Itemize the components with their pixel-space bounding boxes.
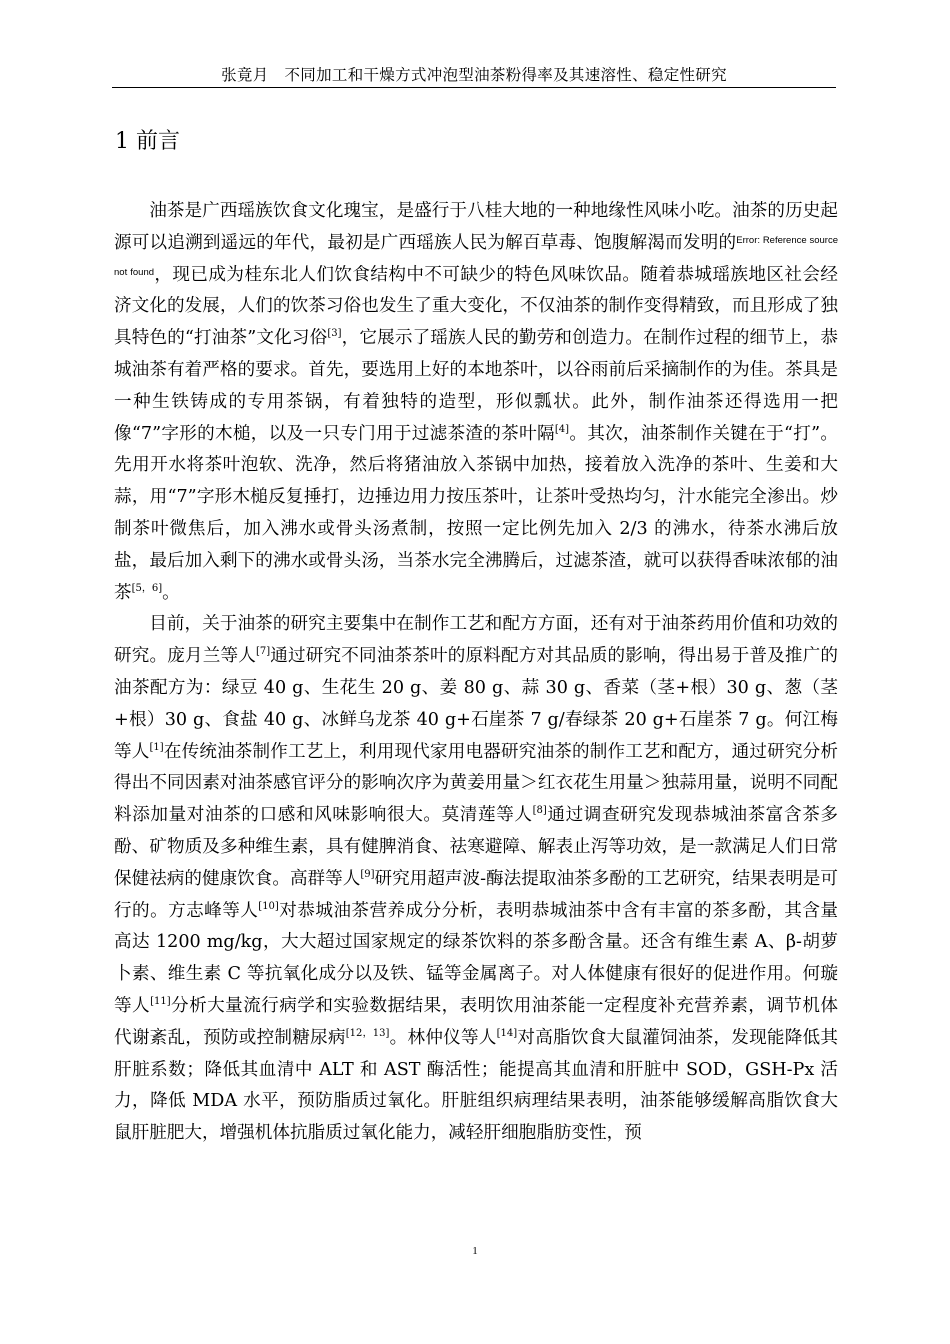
paragraph-text: 对高脂饮食大鼠灌饲油茶，发现能降低其肝脏系数；降低其血清中 ALT 和 AST 酶活性；能提高其血清和肝脏中 SOD，GSH-Px 活力，降低 MDA 水平，预防脂质过氧化。肝脏组织病理结果表明，油茶能够缓解高脂饮食大鼠肝脏肥大，增强机体抗脂质过氧化能力，减轻肝细胞脂肪变性，预	[114, 1027, 838, 1144]
header-author: 张竟月	[221, 66, 269, 84]
citation: [4]	[554, 423, 570, 435]
paragraph-text: 。其次，油茶制作关键在于“打”。先用开水将茶叶泡软、洗净，然后将猪油放入茶锅中加热，接着放入洗净的茶叶、生姜和大蒜，用“7”字形木槌反复捶打，边捶边用力按压茶叶，让茶叶受热均匀，汁水能完全渗出。炒制茶叶微焦后，加入沸水或骨头汤煮制，按照一定比例先加入 2/3 的沸水，待茶水沸后放盐，最后加入剩下的沸水或骨头汤，当茶水完全沸腾后，过滤茶渣，就可以获得香味浓郁的油茶	[114, 423, 839, 603]
paragraph-text: 。林仲仪等人	[389, 1027, 497, 1048]
citation: [1]	[149, 741, 164, 753]
reference-error: Error: Reference source not found	[114, 234, 838, 278]
citation: [9]	[360, 868, 375, 880]
citation: [11]	[150, 995, 171, 1007]
paragraph-text: 。	[162, 582, 180, 603]
citation: [10]	[258, 900, 279, 912]
paragraph-text: 通过调查研究发现恭城油茶富含茶多酚、矿物质及多种维生素，具有健脾消食、祛寒避障、解表止泻等功效，是一款满足人们日常保健祛病的健康饮食。高群等人	[114, 805, 838, 889]
paragraph-text: 对恭城油茶营养成分分析，表明恭城油茶中含有丰富的茶多酚，其含量高达 1200 mg/kg，大大超过国家规定的绿茶饮料的茶多酚含量。还含有维生素 A、β-胡萝卜素、维生素 C 等抗氧化成分以及铁、锰等金属离子。对人体健康有很好的促进作用。何璇等人	[114, 900, 838, 1016]
header-title: 不同加工和干燥方式冲泡型油茶粉得率及其速溶性、稳定性研究	[284, 66, 727, 84]
paragraph-text: 分析大量流行病学和实验数据结果，表明饮用油茶能一定程度补充营养素，调节机体代谢紊乱，预防或控制糖尿病	[114, 995, 838, 1048]
page-number: 1	[472, 1245, 478, 1257]
section-title: 1 前言	[115, 129, 180, 154]
citation: [7]	[255, 646, 271, 658]
paragraph-text: 通过研究不同油茶茶叶的原料配方对其品质的影响，得出易于普及推广的油茶配方为：绿豆 40 g、生花生 20 g、姜 80 g、蒜 30 g、香菜（茎+根）30 g、葱（茎+根）30 g、食盐 40 g、冰鲜乌龙茶 40 g+石崖茶 7 g/春绿茶 20 g+石崖茶 7 g。何江梅等人	[114, 646, 838, 762]
paragraph-text: 油茶是广西瑶族饮食文化瑰宝，是盛行于八桂大地的一种地缘性风味小吃。油茶的历史起源可以追溯到遥远的年代，最初是广西瑶族人民为解百草毒、饱腹解渴而发明的	[114, 201, 838, 253]
citation: [12，13]	[345, 1027, 390, 1039]
body-text	[114, 196, 838, 1150]
running-header	[112, 64, 836, 88]
paragraph-text: 研究用超声波-酶法提取油茶多酚的工艺研究，结果表明是可行的。方志峰等人	[114, 868, 838, 921]
paragraph-text: 目前，关于油茶的研究主要集中在制作工艺和配方方面，还有对于油茶药用价值和功效的研究。庞月兰等人	[114, 614, 838, 667]
paragraph-text: ，现已成为桂东北人们饮食结构中不可缺少的特色风味饮品。随着恭城瑶族地区社会经济文化的发展，人们的饮茶习俗也发生了重大变化，不仅油茶的制作变得精致，而且形成了独具特色的“打油茶”文化习俗	[114, 264, 838, 349]
citation: [5，6]	[131, 582, 163, 594]
paragraph-2	[114, 609, 838, 1150]
citation: [8]	[532, 805, 547, 817]
paragraph-text: ，它展示了瑶族人民的勤劳和创造力。在制作过程的细节上，恭城油茶有着严格的要求。首先，要选用上好的本地茶叶，以谷雨前后采摘制作的为佳。茶具是一种生铁铸成的专用茶锅，有着独特的造型，形似瓢状。此外，制作油茶还得选用一把像“7”字形的木槌，以及一只专门用于过滤茶渣的茶叶隔	[114, 328, 838, 444]
paragraph-1	[114, 196, 838, 609]
paragraph-text: 在传统油茶制作工艺上，利用现代家用电器研究油茶的制作工艺和配方，通过研究分析得出不同因素对油茶感官评分的影响次序为黄姜用量＞红衣花生用量＞独蒜用量，说明不同配料添加量对油茶的口感和风味影响很大。莫清莲等人	[114, 741, 838, 826]
citation: [14]	[496, 1027, 518, 1039]
citation: [3]	[327, 328, 342, 340]
